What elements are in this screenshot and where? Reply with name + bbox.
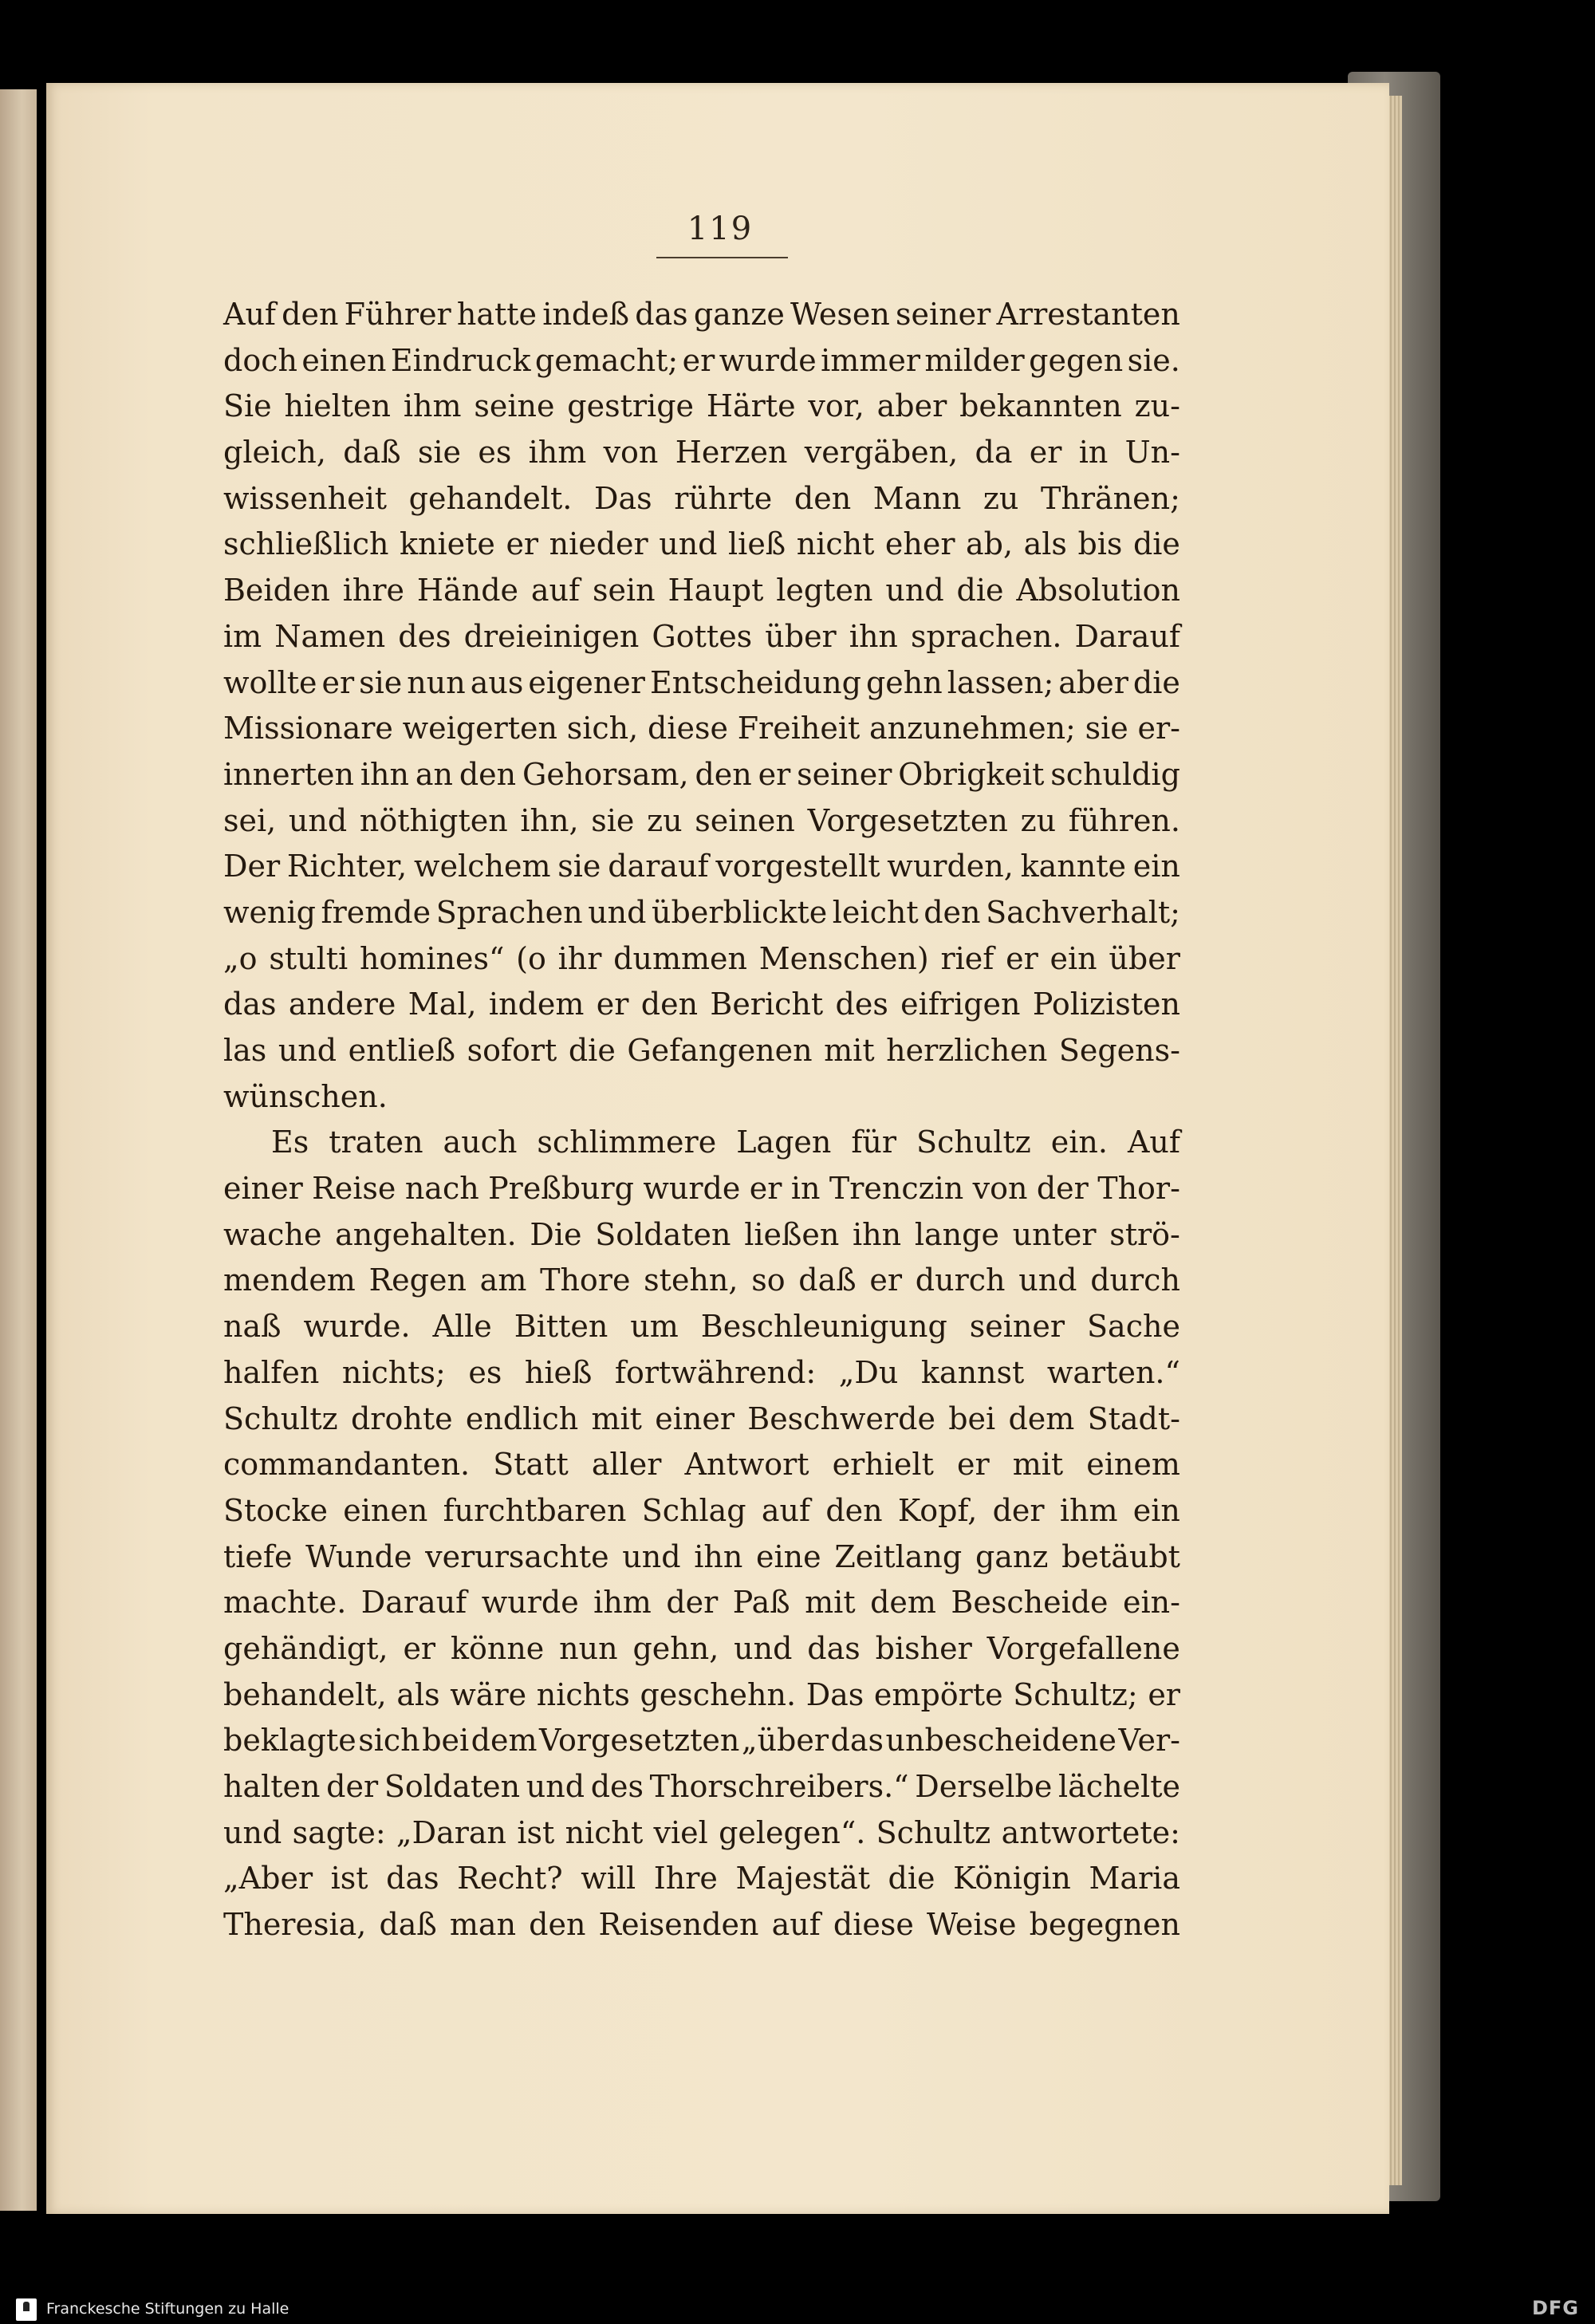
- text-line: im Namen des dreieinigen Gottes über ihn sprachen. Darauf: [223, 618, 1180, 654]
- text-line: gleich, daß sie es ihm von Herzen vergäben, da er in Un-: [223, 435, 1180, 471]
- text-line: halten der Soldaten und des Thorschreibers.“ Derselbe lächelte: [223, 1769, 1180, 1804]
- footer-institution: Franckesche Stiftungen zu Halle: [46, 2300, 289, 2318]
- text-line: Der Richter, welchem sie darauf vorgestellt wurden, kannte ein: [223, 849, 1180, 884]
- text-line: mendem Regen am Thore stehn, so daß er durch und durch: [223, 1262, 1180, 1298]
- text-line: schließlich kniete er nieder und ließ nicht eher ab, als bis die: [223, 526, 1180, 562]
- body-text: [223, 292, 1180, 1948]
- text-line: „o stulti homines“ (o ihr dummen Menschen) rief er ein über: [223, 940, 1180, 976]
- text-line: wenig fremde Sprachen und überblickte leicht den Sachverhalt;: [223, 894, 1180, 930]
- text-line: gehändigt, er könne nun gehn, und das bisher Vorgefallene: [223, 1630, 1180, 1666]
- text-line: wünschen.: [223, 1078, 388, 1114]
- text-line: wollte er sie nun aus eigener Entscheidung gehn lassen; aber die: [223, 664, 1180, 700]
- text-line: behandelt, als wäre nichts geschehn. Das empörte Schultz; er: [223, 1676, 1180, 1712]
- text-line: innerten ihn an den Gehorsam, den er seiner Obrigkeit schuldig: [223, 756, 1180, 792]
- text-line: Beiden ihre Hände auf sein Haupt legten und die Absolution: [223, 573, 1180, 609]
- book-page: [46, 83, 1389, 2214]
- text-line: einer Reise nach Preßburg wurde er in Trenczin von der Thor-: [223, 1171, 1180, 1207]
- text-line: „Aber ist das Recht? will Ihre Majestät die Königin Maria: [223, 1861, 1180, 1897]
- text-line: beklagte sich bei dem Vorgesetzten „über das unbescheidene Ver-: [223, 1723, 1180, 1759]
- text-line: Schultz drohte endlich mit einer Beschwerde bei dem Stadt-: [223, 1400, 1180, 1436]
- text-line: und sagte: „Daran ist nicht viel gelegen“. Schultz antwortete:: [223, 1814, 1180, 1850]
- text-line: naß wurde. Alle Bitten um Beschleunigung seiner Sache: [223, 1309, 1180, 1345]
- text-line: das andere Mal, indem er den Bericht des eifrigen Polizisten: [223, 987, 1180, 1022]
- text-line: wissenheit gehandelt. Das rührte den Mann zu Thränen;: [223, 480, 1180, 516]
- francke-foundation-logo-icon: [16, 2298, 37, 2321]
- text-line: Auf den Führer hatte indeß das ganze Wesen seiner Arrestanten: [223, 297, 1180, 332]
- text-line: Stocke einen furchtbaren Schlag auf den Kopf, der ihm ein: [223, 1492, 1180, 1528]
- dfg-logo: DFG: [1531, 2297, 1579, 2319]
- text-line: Theresia, daß man den Reisenden auf diese Weise begegnen: [223, 1907, 1180, 1943]
- page-number: 119: [687, 211, 754, 247]
- facing-page-edge: [0, 89, 37, 2211]
- text-line: halfen nichts; es hieß fortwährend: „Du kannst warten.“: [223, 1354, 1180, 1390]
- text-line: machte. Darauf wurde ihm der Paß mit dem Bescheide ein-: [223, 1585, 1180, 1621]
- text-line: Sie hielten ihm seine gestrige Härte vor, aber bekannten zu-: [223, 388, 1180, 424]
- text-line: tiefe Wunde verursachte und ihn eine Zeitlang ganz betäubt: [223, 1538, 1180, 1574]
- text-line: las und entließ sofort die Gefangenen mit herzlichen Segens-: [223, 1033, 1180, 1068]
- text-line: commandanten. Statt aller Antwort erhielt er mit einem: [223, 1447, 1180, 1483]
- text-line: wache angehalten. Die Soldaten ließen ihn lange unter strö-: [223, 1216, 1180, 1252]
- text-line: sei, und nöthigten ihn, sie zu seinen Vorgesetzten zu führen.: [223, 802, 1180, 838]
- text-line: Missionare weigerten sich, diese Freiheit anzunehmen; sie er-: [223, 711, 1180, 746]
- page-number-rule: [656, 257, 788, 258]
- text-line: doch einen Eindruck gemacht; er wurde immer milder gegen sie.: [223, 342, 1180, 378]
- text-line: Es traten auch schlimmere Lagen für Schultz ein. Auf: [271, 1125, 1180, 1160]
